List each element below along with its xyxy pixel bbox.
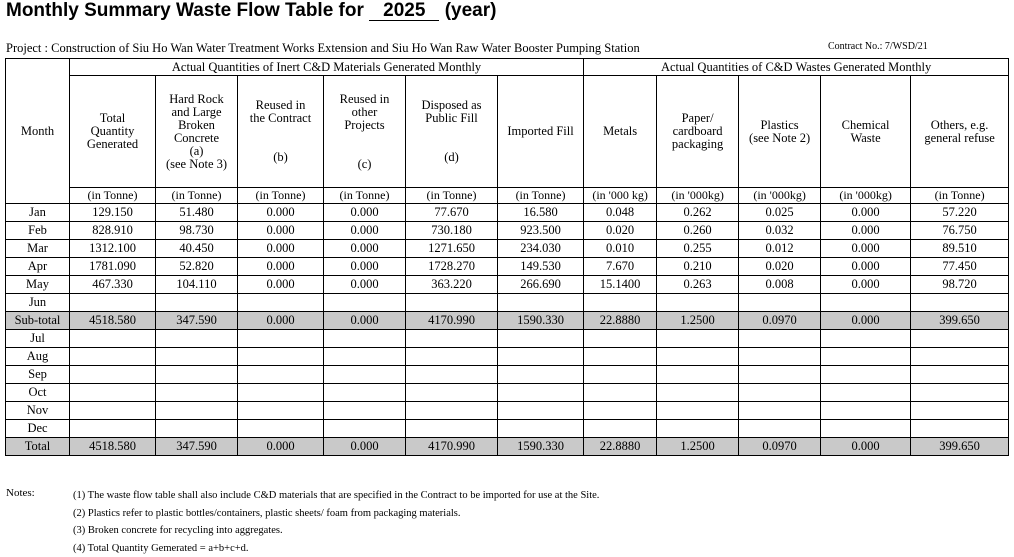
column-header-line: Reused in <box>238 99 323 112</box>
value-cell: 266.690 <box>498 276 584 294</box>
value-cell <box>238 366 324 384</box>
value-cell <box>406 402 498 420</box>
value-cell <box>70 366 156 384</box>
value-cell <box>657 402 739 420</box>
unit-cell: (in Tonne) <box>406 188 498 204</box>
column-header-line: (a) <box>156 145 237 158</box>
column-header-line: Paper/ <box>657 112 738 125</box>
column-header <box>238 76 324 188</box>
value-cell: 0.000 <box>324 222 406 240</box>
value-cell: 52.820 <box>156 258 238 276</box>
value-cell: 0.000 <box>238 438 324 456</box>
unit-cell: (in '000 kg) <box>584 188 657 204</box>
column-header-row <box>6 76 1009 188</box>
value-cell <box>498 294 584 312</box>
value-cell: 40.450 <box>156 240 238 258</box>
value-cell <box>324 384 406 402</box>
value-cell <box>156 366 238 384</box>
table-row <box>6 222 1009 240</box>
value-cell: 77.670 <box>406 204 498 222</box>
group-header-row <box>6 59 1009 76</box>
notes-label: Notes: <box>6 487 35 499</box>
column-header-line: (d) <box>406 151 497 164</box>
column-header-line: cardboard <box>657 125 738 138</box>
value-cell <box>238 420 324 438</box>
month-cell: Feb <box>6 222 70 240</box>
unit-cell: (in Tonne) <box>238 188 324 204</box>
value-cell <box>657 330 739 348</box>
value-cell: 923.500 <box>498 222 584 240</box>
column-header-line: Plastics <box>739 119 820 132</box>
value-cell: 98.730 <box>156 222 238 240</box>
value-cell <box>657 384 739 402</box>
value-cell <box>821 402 911 420</box>
value-cell <box>238 294 324 312</box>
value-cell <box>657 294 739 312</box>
value-cell: 0.260 <box>657 222 739 240</box>
column-header <box>156 76 238 188</box>
value-cell <box>324 330 406 348</box>
value-cell: 0.000 <box>821 258 911 276</box>
value-cell <box>821 348 911 366</box>
value-cell: 4170.990 <box>406 438 498 456</box>
units-blank-cell <box>6 188 70 204</box>
value-cell: 0.000 <box>821 240 911 258</box>
column-header <box>657 76 739 188</box>
value-cell <box>238 402 324 420</box>
value-cell <box>657 348 739 366</box>
month-cell: Jan <box>6 204 70 222</box>
table-row <box>6 240 1009 258</box>
value-cell: 0.000 <box>821 222 911 240</box>
column-header-line: (b) <box>238 151 323 164</box>
value-cell: 0.000 <box>238 240 324 258</box>
column-header <box>324 76 406 188</box>
value-cell: 730.180 <box>406 222 498 240</box>
value-cell <box>156 420 238 438</box>
value-cell: 0.032 <box>739 222 821 240</box>
unit-cell: (in Tonne) <box>911 188 1009 204</box>
value-cell <box>821 384 911 402</box>
value-cell: 76.750 <box>911 222 1009 240</box>
value-cell <box>498 348 584 366</box>
month-cell: Jun <box>6 294 70 312</box>
value-cell <box>324 366 406 384</box>
value-cell <box>498 366 584 384</box>
month-cell: Sep <box>6 366 70 384</box>
month-cell: Sub-total <box>6 312 70 330</box>
month-cell: Jul <box>6 330 70 348</box>
value-cell: 828.910 <box>70 222 156 240</box>
value-cell <box>238 348 324 366</box>
table-row <box>6 420 1009 438</box>
unit-cell: (in '000kg) <box>739 188 821 204</box>
value-cell: 77.450 <box>911 258 1009 276</box>
value-cell: 22.8880 <box>584 438 657 456</box>
value-cell <box>324 348 406 366</box>
value-cell <box>821 330 911 348</box>
value-cell <box>156 402 238 420</box>
column-header-line <box>406 125 497 138</box>
value-cell: 0.255 <box>657 240 739 258</box>
value-cell: 1728.270 <box>406 258 498 276</box>
group-inert-header: Actual Quantities of Inert C&D Materials Generated Monthly <box>70 59 584 76</box>
value-cell: 0.263 <box>657 276 739 294</box>
table-row <box>6 348 1009 366</box>
value-cell <box>821 294 911 312</box>
column-header-line: Disposed as <box>406 99 497 112</box>
value-cell <box>238 330 324 348</box>
value-cell: 0.000 <box>821 438 911 456</box>
column-header-line <box>238 125 323 138</box>
month-cell: Total <box>6 438 70 456</box>
column-header-line: Total <box>70 112 155 125</box>
month-cell: Oct <box>6 384 70 402</box>
value-cell: 0.000 <box>324 258 406 276</box>
value-cell: 0.008 <box>739 276 821 294</box>
value-cell: 0.000 <box>238 276 324 294</box>
value-cell: 467.330 <box>70 276 156 294</box>
value-cell: 347.590 <box>156 438 238 456</box>
value-cell: 4518.580 <box>70 438 156 456</box>
column-header-line: packaging <box>657 138 738 151</box>
value-cell <box>739 402 821 420</box>
value-cell: 0.210 <box>657 258 739 276</box>
value-cell <box>70 348 156 366</box>
value-cell: 1781.090 <box>70 258 156 276</box>
value-cell <box>156 294 238 312</box>
value-cell: 0.010 <box>584 240 657 258</box>
value-cell: 0.262 <box>657 204 739 222</box>
column-header-line: Generated <box>70 138 155 151</box>
column-header-line: the Contract <box>238 112 323 125</box>
value-cell <box>584 366 657 384</box>
value-cell: 104.110 <box>156 276 238 294</box>
column-header-line: general refuse <box>911 132 1008 145</box>
note-item: (4) Total Quantity Gemerated = a+b+c+d. <box>73 540 599 557</box>
value-cell <box>584 330 657 348</box>
total-row <box>6 312 1009 330</box>
value-cell: 0.025 <box>739 204 821 222</box>
value-cell <box>156 384 238 402</box>
value-cell: 399.650 <box>911 312 1009 330</box>
value-cell: 0.000 <box>324 438 406 456</box>
unit-cell: (in Tonne) <box>156 188 238 204</box>
value-cell <box>739 348 821 366</box>
note-item: (3) Broken concrete for recycling into aggregates. <box>73 522 599 540</box>
value-cell: 1.2500 <box>657 312 739 330</box>
column-header-line: Hard Rock <box>156 93 237 106</box>
column-header-line: (c) <box>324 158 405 171</box>
table-row <box>6 366 1009 384</box>
value-cell <box>324 420 406 438</box>
column-header-line: (see Note 3) <box>156 158 237 171</box>
value-cell <box>406 420 498 438</box>
table-row <box>6 258 1009 276</box>
value-cell: 129.150 <box>70 204 156 222</box>
unit-cell: (in Tonne) <box>498 188 584 204</box>
value-cell: 57.220 <box>911 204 1009 222</box>
value-cell: 4518.580 <box>70 312 156 330</box>
value-cell: 16.580 <box>498 204 584 222</box>
note-item: (2) Plastics refer to plastic bottles/containers, plastic sheets/ foam from packaging materials. <box>73 505 599 523</box>
value-cell: 347.590 <box>156 312 238 330</box>
value-cell <box>70 294 156 312</box>
value-cell <box>70 384 156 402</box>
value-cell: 15.1400 <box>584 276 657 294</box>
note-item: (1) The waste flow table shall also include C&D materials that are specified in the Contract to be imported for use at the Site. <box>73 487 599 505</box>
value-cell: 0.020 <box>739 258 821 276</box>
column-header <box>406 76 498 188</box>
value-cell <box>498 402 584 420</box>
value-cell: 0.020 <box>584 222 657 240</box>
value-cell <box>911 366 1009 384</box>
month-header: Month <box>6 76 70 188</box>
page-title <box>6 0 496 22</box>
column-header-line: (see Note 2) <box>739 132 820 145</box>
value-cell <box>156 330 238 348</box>
value-cell: 1.2500 <box>657 438 739 456</box>
column-header <box>911 76 1009 188</box>
value-cell <box>584 402 657 420</box>
column-header-line <box>324 132 405 145</box>
value-cell <box>739 330 821 348</box>
table-row <box>6 402 1009 420</box>
waste-flow-table <box>5 58 1009 456</box>
month-cell: Apr <box>6 258 70 276</box>
month-cell: Dec <box>6 420 70 438</box>
value-cell: 1271.650 <box>406 240 498 258</box>
value-cell: 0.000 <box>238 204 324 222</box>
value-cell <box>498 384 584 402</box>
notes-list <box>73 487 599 557</box>
column-header-line: Public Fill <box>406 112 497 125</box>
table-row <box>6 204 1009 222</box>
unit-cell: (in Tonne) <box>324 188 406 204</box>
value-cell: 4170.990 <box>406 312 498 330</box>
value-cell <box>406 366 498 384</box>
table-row <box>6 330 1009 348</box>
units-row <box>6 188 1009 204</box>
column-header-line: Metals <box>584 125 656 138</box>
value-cell <box>406 330 498 348</box>
value-cell <box>70 330 156 348</box>
value-cell <box>584 294 657 312</box>
value-cell <box>70 402 156 420</box>
column-header-line: Projects <box>324 119 405 132</box>
value-cell <box>739 384 821 402</box>
value-cell: 0.000 <box>821 312 911 330</box>
value-cell: 0.0970 <box>739 438 821 456</box>
value-cell: 234.030 <box>498 240 584 258</box>
value-cell: 0.000 <box>821 204 911 222</box>
value-cell <box>584 420 657 438</box>
value-cell: 0.012 <box>739 240 821 258</box>
value-cell: 0.000 <box>324 240 406 258</box>
value-cell: 89.510 <box>911 240 1009 258</box>
table-row <box>6 276 1009 294</box>
column-header <box>498 76 584 188</box>
value-cell <box>739 294 821 312</box>
value-cell: 0.000 <box>238 312 324 330</box>
value-cell <box>498 330 584 348</box>
title-suffix: (year) <box>445 0 497 21</box>
value-cell: 0.000 <box>238 258 324 276</box>
value-cell <box>657 420 739 438</box>
value-cell <box>156 348 238 366</box>
value-cell: 0.000 <box>238 222 324 240</box>
column-header-line: Others, e.g. <box>911 119 1008 132</box>
contract-number: Contract No.: 7/WSD/21 <box>828 41 928 52</box>
unit-cell: (in '000kg) <box>657 188 739 204</box>
month-cell: Aug <box>6 348 70 366</box>
report-year: 2025 <box>369 1 439 21</box>
project-name: Project : Construction of Siu Ho Wan Water Treatment Works Extension and Siu Ho Wan Raw Water Booster Pumping Station <box>6 41 640 56</box>
value-cell <box>406 348 498 366</box>
value-cell <box>911 402 1009 420</box>
value-cell <box>821 420 911 438</box>
column-header <box>70 76 156 188</box>
value-cell: 0.0970 <box>739 312 821 330</box>
value-cell: 0.000 <box>821 276 911 294</box>
total-row <box>6 438 1009 456</box>
value-cell <box>498 420 584 438</box>
table-row <box>6 384 1009 402</box>
value-cell: 51.480 <box>156 204 238 222</box>
value-cell <box>324 402 406 420</box>
column-header <box>584 76 657 188</box>
value-cell <box>821 366 911 384</box>
column-header-line: Reused in <box>324 93 405 106</box>
value-cell <box>911 384 1009 402</box>
column-header-line <box>324 145 405 158</box>
column-header-line: Chemical <box>821 119 910 132</box>
month-cell: Mar <box>6 240 70 258</box>
value-cell: 1590.330 <box>498 312 584 330</box>
value-cell: 1312.100 <box>70 240 156 258</box>
column-header-line: Waste <box>821 132 910 145</box>
value-cell: 7.670 <box>584 258 657 276</box>
value-cell <box>911 348 1009 366</box>
column-header-line: Imported Fill <box>498 125 583 138</box>
table-body <box>6 59 1009 456</box>
group-cd-header: Actual Quantities of C&D Wastes Generated Monthly <box>584 59 1009 76</box>
value-cell: 0.048 <box>584 204 657 222</box>
value-cell <box>657 366 739 384</box>
value-cell: 0.000 <box>324 276 406 294</box>
value-cell: 399.650 <box>911 438 1009 456</box>
value-cell <box>911 294 1009 312</box>
column-header <box>821 76 911 188</box>
column-header-line: Quantity <box>70 125 155 138</box>
value-cell: 0.000 <box>324 204 406 222</box>
value-cell: 149.530 <box>498 258 584 276</box>
column-header-line: Broken <box>156 119 237 132</box>
unit-cell: (in '000kg) <box>821 188 911 204</box>
title-prefix: Monthly Summary Waste Flow Table for <box>6 0 364 21</box>
value-cell <box>911 420 1009 438</box>
value-cell <box>406 294 498 312</box>
value-cell <box>739 420 821 438</box>
value-cell: 1590.330 <box>498 438 584 456</box>
column-header-line: and Large <box>156 106 237 119</box>
value-cell <box>70 420 156 438</box>
value-cell: 0.000 <box>324 312 406 330</box>
value-cell <box>324 294 406 312</box>
month-cell: May <box>6 276 70 294</box>
month-cell: Nov <box>6 402 70 420</box>
value-cell <box>739 366 821 384</box>
value-cell <box>584 384 657 402</box>
column-header <box>739 76 821 188</box>
value-cell <box>406 384 498 402</box>
value-cell: 363.220 <box>406 276 498 294</box>
value-cell <box>584 348 657 366</box>
value-cell: 22.8880 <box>584 312 657 330</box>
corner-cell <box>6 59 70 76</box>
value-cell <box>911 330 1009 348</box>
unit-cell: (in Tonne) <box>70 188 156 204</box>
column-header-line: other <box>324 106 405 119</box>
column-header-line: Concrete <box>156 132 237 145</box>
table-row <box>6 294 1009 312</box>
value-cell: 98.720 <box>911 276 1009 294</box>
value-cell <box>238 384 324 402</box>
